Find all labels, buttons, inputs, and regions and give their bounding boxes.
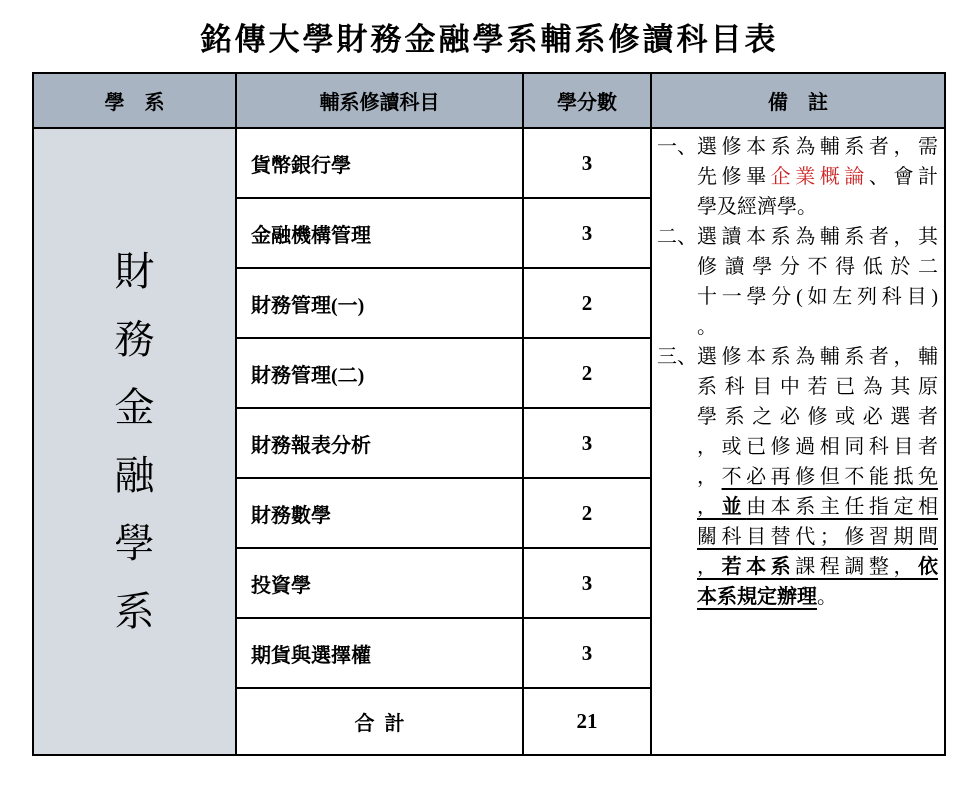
course-label: 投資學 [251,574,311,597]
remark-note-line [697,222,938,252]
credit-cell [524,619,650,687]
remark-text-segment: ，或已修過相同科目者 [697,436,938,458]
department-name-char: 融 [114,452,155,498]
col-header-remarks: 備 註 [652,74,944,127]
remark-note-marker: 二、 [657,226,697,248]
course-label: 金融機構管理 [251,224,371,247]
remark-note-lines [697,132,938,222]
course-label: 財務數學 [251,504,331,527]
total-credits-cell: 21 [524,689,650,754]
remark-note-line [697,522,938,552]
remark-note-line [697,132,938,162]
remark-note-marker: 三、 [657,346,697,368]
remark-note-line [697,462,938,492]
remark-note [657,342,938,612]
remark-text-segment: 不必再修但不能抵免 [721,466,939,488]
course-cell [237,549,522,617]
course-cell [237,129,522,197]
course-label: 期貨與選擇權 [251,644,371,667]
remark-text-segment: 並 [721,496,747,518]
credit-value: 3 [581,640,593,665]
col-header-courses: 輔系修讀科目 [237,74,522,127]
remark-note-lines [697,222,938,342]
course-label: 財務管理(二) [251,364,365,387]
remark-text-segment: ， [697,466,722,488]
remark-text-segment: 、會計 [868,166,939,188]
remark-text-segment: ， [697,496,722,518]
remark-text-segment: 本系規定辦理 [697,586,817,608]
col-header-department: 學 系 [34,74,235,127]
remark-note-marker: 一、 [657,136,697,158]
remark-note-line [697,192,938,222]
remark-note-line [697,492,938,522]
department-name-char: 學 [114,520,155,566]
department-name-char: 金 [114,384,155,430]
credit-value: 2 [581,290,593,315]
remark-text-segment: ， [697,556,722,578]
page-title: 銘傳大學財務金融學系輔系修讀科目表 [200,22,779,57]
remark-note [657,222,938,342]
course-label: 財務報表分析 [251,434,371,457]
department-name-char: 系 [114,588,155,634]
col-header-credits: 學分數 [524,74,650,127]
remark-text-segment: 十一學分(如左列科目) [697,286,938,308]
course-cell [237,409,522,477]
department-name-char: 財 [114,248,155,294]
credit-value: 3 [581,220,593,245]
remarks-cell [652,129,944,754]
course-cell [237,619,522,687]
course-cell [237,199,522,267]
credit-value: 3 [581,570,593,595]
remark-note-line [697,402,938,432]
remark-text-segment: 。 [817,586,837,608]
remark-text-segment: 企業概論 [770,166,869,188]
remark-text-segment: 先修畢 [697,166,771,188]
remark-text-segment: 。 [697,316,717,338]
credit-value: 2 [581,360,593,385]
course-label: 貨幣銀行學 [251,154,351,177]
remark-text-segment: 選修本系為輔系者，需 [697,136,938,158]
remark-text-segment: 修讀學分不得低於二 [697,256,938,278]
remark-note-line [697,372,938,402]
credit-cell [524,409,650,477]
credit-cell [524,269,650,337]
remark-note-lines [697,342,938,612]
remark-text-segment: 若本系 [721,556,796,578]
remark-text-segment: 依 [918,556,939,578]
department-name-char: 務 [114,316,155,362]
remark-text-segment: 由本系主任指定相 [746,496,939,518]
remark-note [657,132,938,222]
remark-note-line [697,582,938,612]
remark-note-line [697,552,938,582]
remark-note-line [697,282,938,312]
credit-value: 2 [581,500,593,525]
credit-value: 3 [581,150,593,175]
course-label: 財務管理(一) [251,294,365,317]
total-label-cell: 合計 [237,689,522,754]
remark-note-line [697,342,938,372]
remark-text-segment: 關科目替代；修習期間 [697,526,938,548]
remark-note-line [697,312,938,342]
remark-note-line [697,432,938,462]
remark-text-segment: 系科目中若已為其原 [697,376,938,398]
credit-cell [524,199,650,267]
remark-text-segment: 課程調整， [795,556,919,578]
department-cell [34,129,235,754]
course-cell [237,269,522,337]
course-cell [237,479,522,547]
remark-text-segment: 學系之必修或必選者 [697,406,938,428]
credit-cell [524,129,650,197]
credit-value: 3 [581,430,593,455]
credit-cell [524,549,650,617]
course-cell [237,339,522,407]
credit-cell [524,479,650,547]
credit-cell [524,339,650,407]
remark-note-line [697,162,938,192]
remark-text-segment: 選修本系為輔系者，輔 [697,346,938,368]
remark-text-segment: 選讀本系為輔系者，其 [697,226,938,248]
minor-courses-table [32,72,946,756]
remark-note-line [697,252,938,282]
remark-text-segment: 學及經濟學。 [697,196,817,218]
